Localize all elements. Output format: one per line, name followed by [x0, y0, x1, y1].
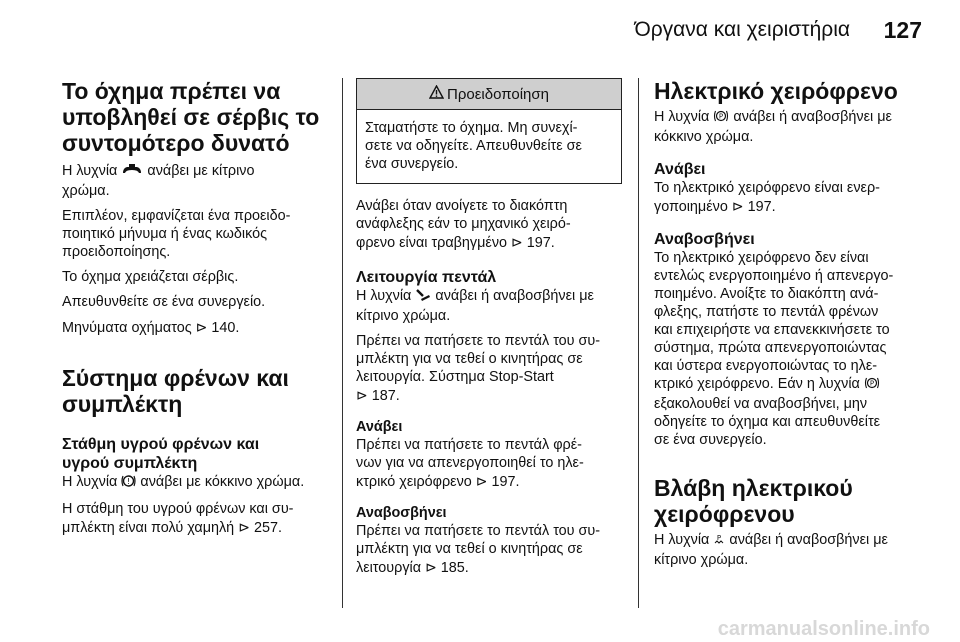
page-number: 127: [883, 17, 922, 43]
paragraph: Το ηλεκτρικό χειρόφρενο είναι ενερ- γοποιημένο ⊳ 197.: [654, 180, 880, 215]
heading-pedal-operation: Λειτουργία πεντάλ: [356, 269, 497, 286]
heading-lights-on: Ανάβει: [654, 161, 706, 178]
paragraph: Η λυχνία ανάβει ή αναβοσβήνει με κίτρινο χρώμα.: [356, 288, 594, 324]
pedal-icon: [415, 288, 431, 307]
paragraph: Πρέπει να πατήσετε το πεντάλ του συ- μπλέκτη για να τεθεί ο κινητήρας σε λειτουργία ⊳ 185.: [356, 523, 601, 576]
warning-title: Προειδοποίηση: [447, 85, 549, 103]
column-left: [62, 78, 334, 537]
warning-triangle-icon: [429, 85, 444, 103]
page-ref-arrow-icon: ⊳: [195, 319, 208, 335]
heading-flashes: Αναβοσβήνει: [654, 231, 755, 248]
heading-service-vehicle: Το όχημα πρέπει να υποβληθεί σε σέρβις το συντομότερο δυνατό: [62, 78, 320, 156]
paragraph: Πρέπει να πατήσετε το πεντάλ του συ- μπλέκτη για να τεθεί ο κινητήρας σε λειτουργία. Σύστημα Stop-Start: [356, 333, 601, 385]
warning-body: [357, 110, 621, 183]
warning-box: [356, 78, 622, 184]
parking-brake-icon: [713, 109, 729, 128]
svg-text:!: !: [127, 477, 131, 486]
service-wrench-car-icon: [121, 163, 143, 182]
svg-text:P: P: [719, 112, 724, 121]
warning-header: [357, 79, 621, 110]
paragraph: Η στάθμη του υγρού φρένων και συ- μπλέκτη είναι πολύ χαμηλή ⊳ 257.: [62, 501, 294, 536]
warning-text: Σταματήστε το όχημα. Μη συνεχί- σετε να οδηγείτε. Απευθυνθείτε σε ένα συνεργείο.: [365, 120, 582, 172]
paragraph: Μηνύματα οχήματος ⊳ 140.: [62, 319, 240, 336]
paragraph: Απευθυνθείτε σε ένα συνεργείο.: [62, 294, 266, 310]
page-header: [0, 18, 960, 46]
page-ref-arrow-icon: ⊳: [511, 234, 523, 250]
heading-brake-system: Σύστημα φρένων και συμπλέκτη: [62, 365, 289, 417]
heading-lights-on: Ανάβει: [356, 419, 403, 435]
column-divider: [342, 78, 343, 608]
paragraph: Πρέπει να πατήσετε το πεντάλ φρέ- νων για να απενεργοποιηθεί το ηλε- κτρικό χειρόφρενο ⊳ 197.: [356, 437, 584, 490]
heading-electric-parking-brake: Ηλεκτρικό χειρόφρενο: [654, 78, 898, 104]
paragraph: Επιπλέον, εμφανίζεται ένα προειδο- ποιητικό μήνυμα ή ένας κωδικός προειδοποίησης.: [62, 208, 291, 260]
chapter-title: Όργανα και χειριστήρια: [634, 18, 850, 41]
paragraph: ⊳ 187.: [356, 387, 400, 404]
paragraph: Ανάβει όταν ανοίγετε το διακόπτη ανάφλεξης εάν το μηχανικό χειρό- φρενο είναι τραβηγμένο ⊳ 197.: [356, 198, 571, 251]
paragraph: Το ηλεκτρικό χειρόφρενο δεν είναι εντελώς ενεργοποιημένο ή απενεργο- ποιημένο. Ανοίξτε το διακόπτη ανά- φλεξης, πατήστε το πεντάλ φρένων και επιχειρήστε να επανεκκινήσετε το σύστημα, πρώτα απενεργοποιώντας και ύστερα ενεργοποιώντας το ηλε- κτρικό χειρόφρενο. Εάν η λυχνία P εξακολουθεί να αναβοσβήνει, μην οδηγείτε το όχημα και απευθυνθείτε σε ένα συνεργείο.: [654, 250, 894, 448]
page-ref-arrow-icon: ⊳: [425, 559, 437, 575]
svg-text:P: P: [869, 379, 874, 388]
watermark: carmanualsonline.info: [717, 618, 930, 640]
parking-brake-fault-icon: [713, 532, 725, 551]
column-right: [654, 78, 926, 569]
paragraph: Η λυχνία P ανάβει ή αναβοσβήνει με κίτρινο χρώμα.: [654, 532, 888, 568]
page-ref-arrow-icon: ⊳: [475, 473, 488, 489]
svg-text:P: P: [717, 534, 722, 542]
brake-warning-icon: [121, 474, 136, 493]
column-divider: [638, 78, 639, 608]
heading-parking-brake-fault: Βλάβη ηλεκτρικού χειρόφρενου: [654, 475, 853, 527]
paragraph: Το όχημα χρειάζεται σέρβις.: [62, 269, 239, 285]
page-ref-arrow-icon: ⊳: [356, 387, 368, 403]
paragraph: Η λυχνία ! ανάβει με κόκκινο χρώμα.: [62, 473, 334, 493]
heading-flashes: Αναβοσβήνει: [356, 505, 447, 521]
page-ref-arrow-icon: ⊳: [238, 519, 250, 535]
parking-brake-icon: [864, 376, 880, 395]
heading-brake-fluid: Στάθμη υγρού φρένων και υγρού συμπλέκτη: [62, 436, 260, 472]
page-ref-arrow-icon: ⊳: [731, 198, 744, 214]
paragraph: Η λυχνία P ανάβει ή αναβοσβήνει με κόκκινο χρώμα.: [654, 109, 892, 145]
column-middle: [356, 78, 622, 577]
paragraph: Η λυχνία ανάβει με κίτρινο χρώμα.: [62, 163, 255, 199]
